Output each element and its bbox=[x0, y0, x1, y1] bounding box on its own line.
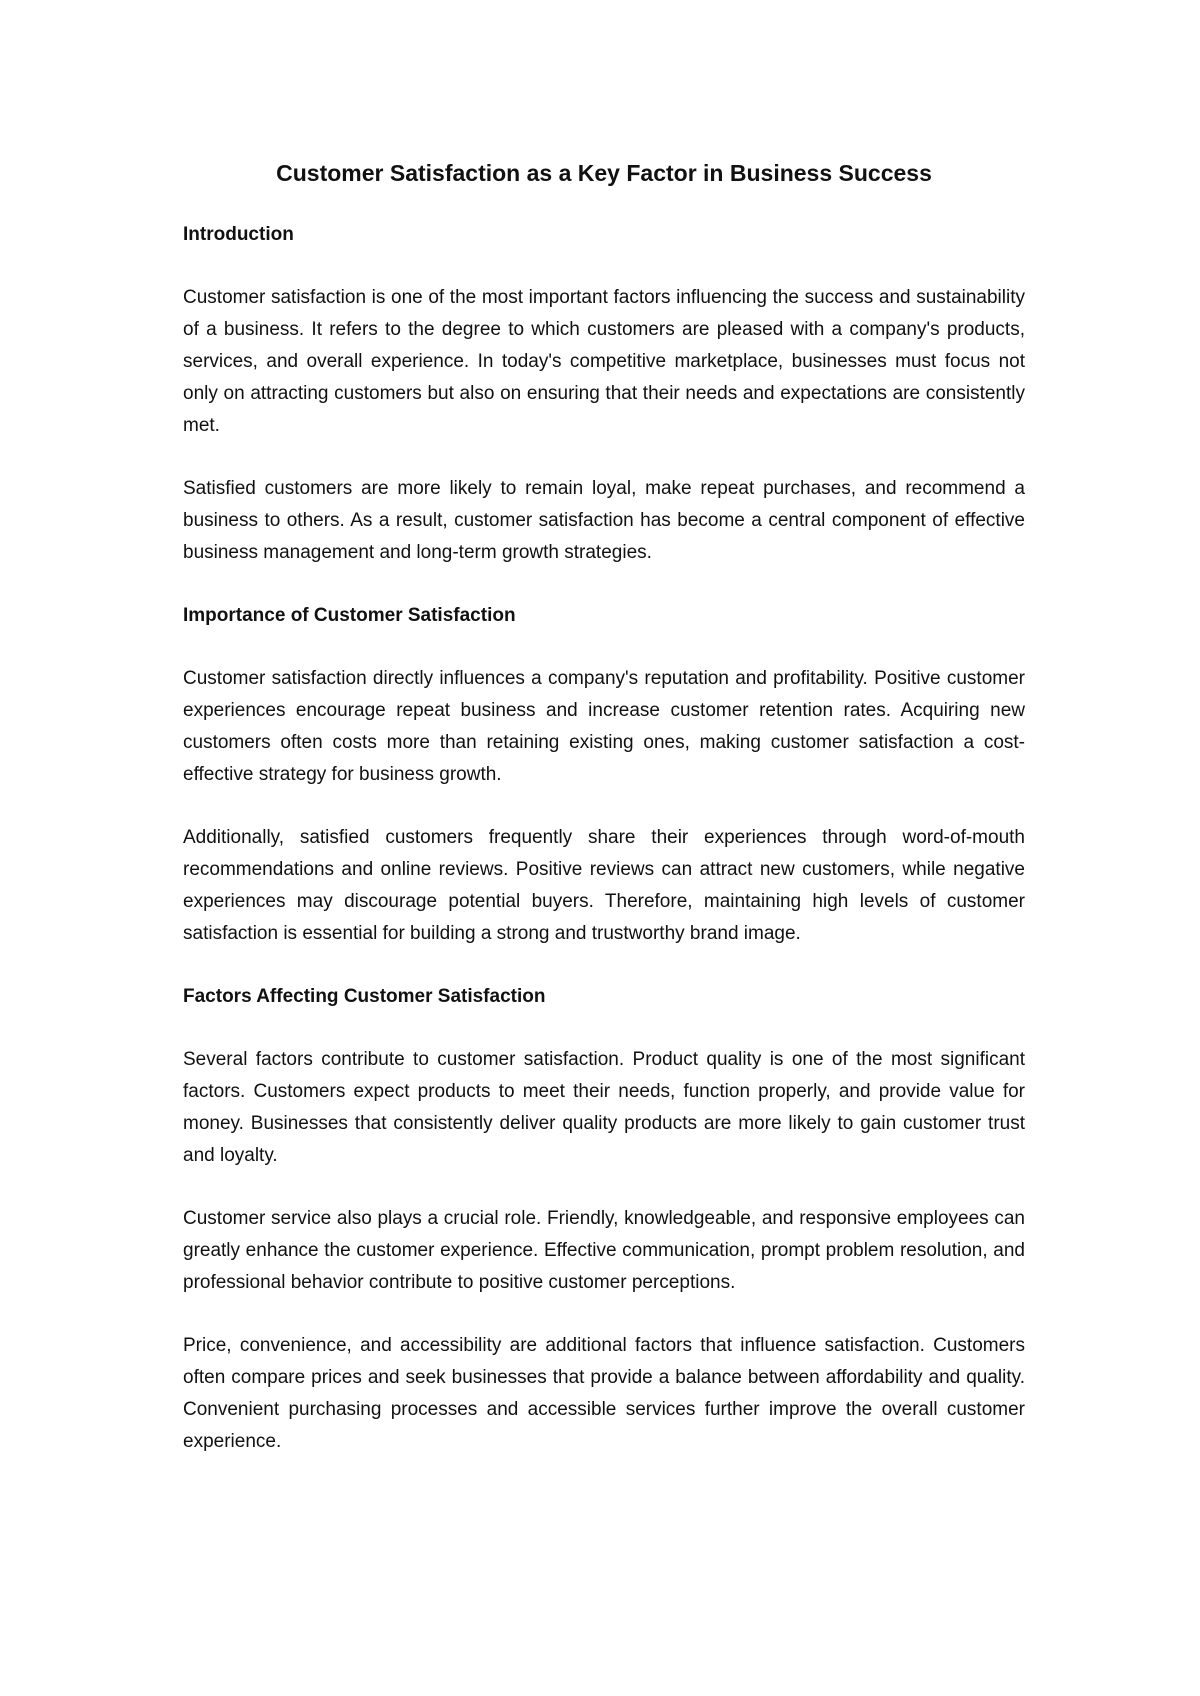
paragraph: Additionally, satisfied customers frequently share their experiences through word-of-mouth recommendations and online reviews. Positive reviews can attract new customers, while negative experiences may discourage potential buyers. Therefore, maintaining high levels of customer satisfaction is essential for building a strong and trustworthy brand image. bbox=[183, 827, 1025, 944]
section-heading-introduction: Introduction bbox=[183, 224, 294, 245]
paragraph: Several factors contribute to customer satisfaction. Product quality is one of the most significant factors. Customers expect products to meet their needs, function properly, and provide value for money. Businesses that consistently deliver quality products are more likely to gain customer trust and loyalty. bbox=[183, 1049, 1025, 1166]
paragraph: Price, convenience, and accessibility are additional factors that influence satisfaction. Customers often compare prices and seek businesses that provide a balance between affordability and quality. Convenient purchasing processes and accessible services further improve the overall customer experience. bbox=[183, 1335, 1025, 1452]
section-heading-importance: Importance of Customer Satisfaction bbox=[183, 605, 516, 626]
paragraph: Customer satisfaction directly influences a company's reputation and profitability. Positive customer experiences encourage repeat business and increase customer retention rates. Acquiring new customers often costs more than retaining existing ones, making customer satisfaction a cost-effective strategy for business growth. bbox=[183, 668, 1025, 785]
paragraph: Customer service also plays a crucial role. Friendly, knowledgeable, and responsive employees can greatly enhance the customer experience. Effective communication, prompt problem resolution, and professional behavior contribute to positive customer perceptions. bbox=[183, 1208, 1025, 1293]
paragraph: Customer satisfaction is one of the most important factors influencing the success and sustainability of a business. It refers to the degree to which customers are pleased with a company's products, services, and overall experience. In today's competitive marketplace, businesses must focus not only on attracting customers but also on ensuring that their needs and expectations are consistently met. bbox=[183, 287, 1025, 436]
section-heading-factors: Factors Affecting Customer Satisfaction bbox=[183, 986, 546, 1007]
paragraph: Satisfied customers are more likely to remain loyal, make repeat purchases, and recommend a business to others. As a result, customer satisfaction has become a central component of effective business management and long-term growth strategies. bbox=[183, 478, 1025, 563]
document-title: Customer Satisfaction as a Key Factor in Business Success bbox=[276, 160, 932, 186]
